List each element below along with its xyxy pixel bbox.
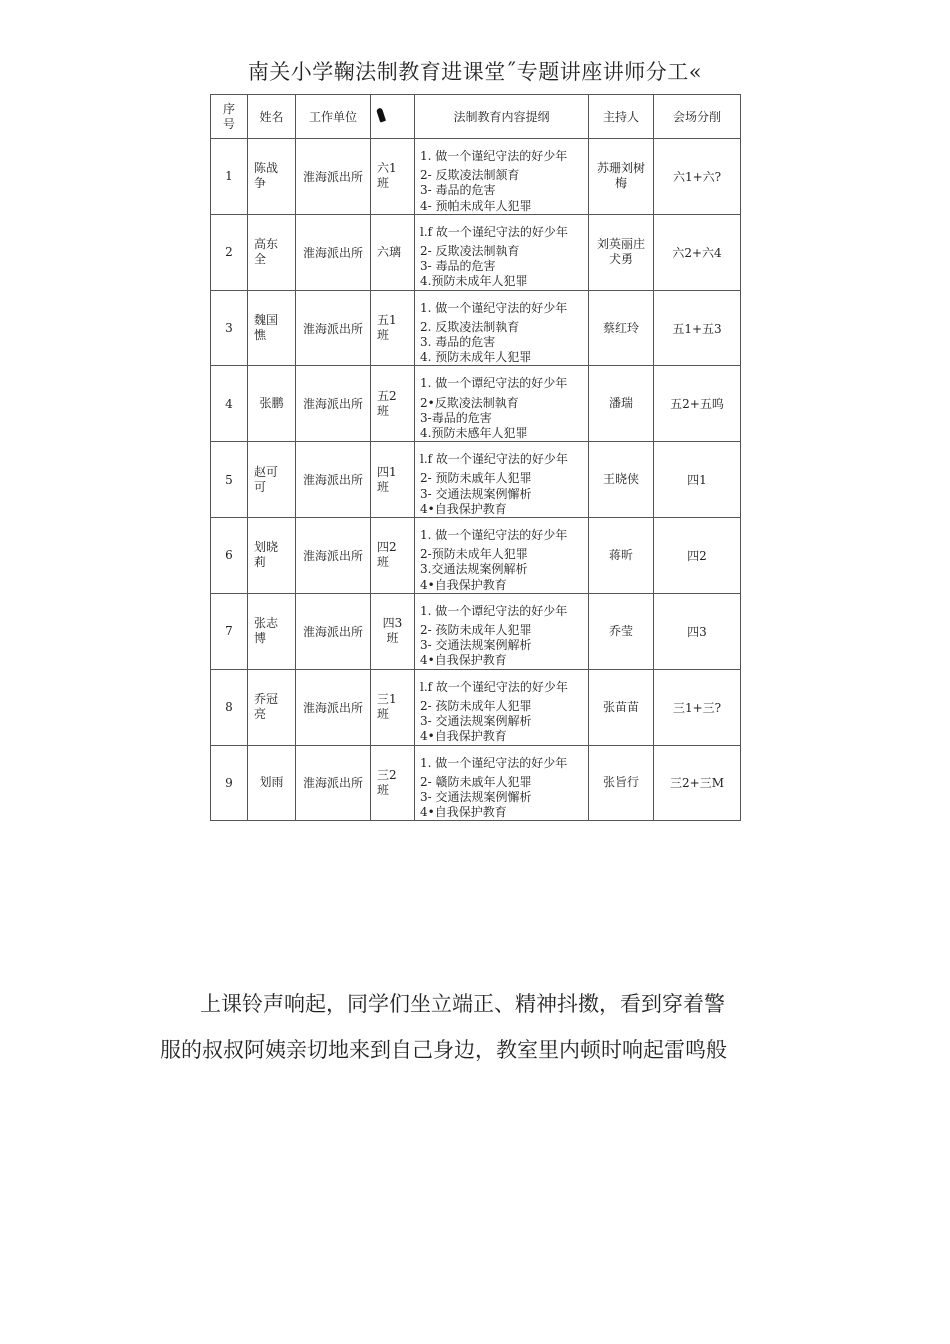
class-name: 六璃 — [371, 214, 415, 290]
row-number: 3 — [211, 290, 248, 366]
host-name: 苏珊刘树 梅 — [589, 139, 654, 215]
row-number: 6 — [211, 518, 248, 594]
content-outline — [415, 669, 589, 745]
outline-item: 3. 毒品的危害 — [420, 335, 496, 350]
lecturer-name: 赵可 可 — [248, 442, 296, 518]
paragraph-line-2: 服的叔叔阿姨亲切地来到自己身边，教室里内顿时响起雷鸣般 — [160, 1038, 727, 1062]
work-unit: 淮海派出所 — [296, 593, 371, 669]
outline-item: l.f 故一个谨纪守法的好少年 — [420, 452, 568, 467]
outline-item: l.f 故一个谨纪守法的好少年 — [420, 224, 568, 239]
class-name: 四2 班 — [371, 518, 415, 594]
class-name: 六1 班 — [371, 139, 415, 215]
class-name: 五1 班 — [371, 290, 415, 366]
venue-assignment: 四1 — [654, 442, 741, 518]
row-number: 2 — [211, 214, 248, 290]
class-name: 四3 班 — [371, 593, 415, 669]
work-unit: 淮海派出所 — [296, 442, 371, 518]
outline-item: 2- 反欺凌法制執育 — [420, 244, 520, 259]
host-name: 潘瑞 — [589, 366, 654, 442]
content-outline — [415, 442, 589, 518]
row-number: 7 — [211, 593, 248, 669]
table-row — [211, 442, 741, 518]
outline-item: l.f 故一个谨纪守法的好少年 — [420, 679, 568, 694]
content-outline — [415, 745, 589, 821]
work-unit: 淮海派出所 — [296, 518, 371, 594]
lecturer-table — [210, 94, 741, 821]
row-number: 5 — [211, 442, 248, 518]
outline-item: 1. 做一个谭纪守法的好少年 — [420, 603, 568, 618]
venue-assignment: 五2+五呜 — [654, 366, 741, 442]
class-name: 三1 班 — [371, 669, 415, 745]
outline-item: 4•自我保护教育 — [420, 653, 507, 668]
host-name: 刘英丽庄 犬勇 — [589, 214, 654, 290]
host-name: 蒋昕 — [589, 518, 654, 594]
outline-item: 4.预防未成年人犯罪 — [420, 274, 528, 289]
header-unit: 工作单位 — [296, 95, 371, 139]
outline-item: 4•自我保护教育 — [420, 729, 507, 744]
header-class — [371, 95, 415, 139]
outline-item: 4- 预帕未成年人犯罪 — [420, 198, 532, 213]
work-unit: 淮海派出所 — [296, 139, 371, 215]
outline-item: 3- 交通法规案例懈析 — [420, 486, 532, 501]
table-row — [211, 139, 741, 215]
table-row — [211, 290, 741, 366]
table-row — [211, 518, 741, 594]
table-row — [211, 366, 741, 442]
class-name: 三2 班 — [371, 745, 415, 821]
outline-item: 1. 做一个谨纪守法的好少年 — [420, 149, 568, 163]
row-number: 8 — [211, 669, 248, 745]
outline-item: 4•自我保护教育 — [420, 577, 507, 592]
outline-item: 1. 做一个谨纪守法的好少年 — [420, 755, 568, 770]
row-number: 1 — [211, 139, 248, 215]
header-no: 序号 — [211, 95, 248, 139]
content-outline — [415, 518, 589, 594]
outline-item: 2- 孩防未成年人犯罪 — [420, 698, 532, 713]
work-unit: 淮海派出所 — [296, 366, 371, 442]
header-host: 主持人 — [589, 95, 654, 139]
outline-item: 3- 交通法规案例解析 — [420, 714, 532, 729]
lecturer-name: 张志 博 — [248, 593, 296, 669]
outline-item: 3- 交通法规案例解析 — [420, 638, 532, 653]
venue-assignment: 四3 — [654, 593, 741, 669]
row-number: 4 — [211, 366, 248, 442]
content-outline — [415, 593, 589, 669]
venue-assignment: 六2+六4 — [654, 214, 741, 290]
host-name: 王晓侠 — [589, 442, 654, 518]
venue-assignment: 六1+六? — [654, 139, 741, 215]
content-outline — [415, 290, 589, 366]
outline-item: 4•自我保护教育 — [420, 501, 507, 516]
class-name: 五2 班 — [371, 366, 415, 442]
outline-item: 3- 毒品的危害 — [420, 183, 496, 198]
outline-item: 4. 预防未成年人犯罪 — [420, 350, 532, 365]
outline-item: 3-毒品的危害 — [420, 410, 492, 425]
table-header-row — [211, 95, 741, 139]
class-name: 四1 班 — [371, 442, 415, 518]
outline-item: 2- 预防未戚年人犯罪 — [420, 471, 532, 486]
host-name: 张旨行 — [589, 745, 654, 821]
table-row — [211, 593, 741, 669]
outline-item: 3- 毒品的危害 — [420, 259, 496, 274]
work-unit: 淮海派出所 — [296, 745, 371, 821]
lecturer-name: 乔冠 亮 — [248, 669, 296, 745]
host-name: 蔡红玲 — [589, 290, 654, 366]
table-row — [211, 669, 741, 745]
header-name: 姓名 — [248, 95, 296, 139]
row-number: 9 — [211, 745, 248, 821]
lecturer-name: 高东 全 — [248, 214, 296, 290]
outline-item: 1. 做一个谨纪守法的好少年 — [420, 300, 568, 315]
lecturer-name: 划晓 莉 — [248, 518, 296, 594]
lecturer-name: 魏国 憔 — [248, 290, 296, 366]
venue-assignment: 四2 — [654, 518, 741, 594]
work-unit: 淮海派出所 — [296, 290, 371, 366]
outline-item: 2- 反欺凌法制颔育 — [420, 168, 520, 183]
work-unit: 淮海派出所 — [296, 669, 371, 745]
outline-item: 2- 赣防未戚年人犯罪 — [420, 774, 532, 789]
header-venue: 会场分削 — [654, 95, 741, 139]
work-unit: 淮海派出所 — [296, 214, 371, 290]
outline-item: 2- 孩防未成年人犯罪 — [420, 623, 532, 638]
venue-assignment: 三1+三? — [654, 669, 741, 745]
content-outline — [415, 366, 589, 442]
lecturer-name: 划雨 — [248, 745, 296, 821]
host-name: 乔莹 — [589, 593, 654, 669]
venue-assignment: 五1+五3 — [654, 290, 741, 366]
lecturer-name: 张鹏 — [248, 366, 296, 442]
outline-item: 2. 反欺凌法制執育 — [420, 319, 520, 334]
content-outline — [415, 139, 589, 215]
host-name: 张苗苗 — [589, 669, 654, 745]
outline-item: 3- 交通法规案例懈析 — [420, 789, 532, 804]
venue-assignment: 三2+三M — [654, 745, 741, 821]
outline-item: 2•反欺凌法制執育 — [420, 395, 519, 410]
content-outline — [415, 214, 589, 290]
outline-item: 1. 做一个谭纪守法的好少年 — [420, 376, 568, 391]
document-title: 南关小学鞠法制教育进课堂˝专题讲座讲师分工« — [247, 60, 703, 84]
header-content: 法制教育内容提纲 — [415, 95, 589, 139]
outline-item: 4.预防未感年人犯罪 — [420, 426, 528, 441]
outline-item: 2-预防未成年人犯罪 — [420, 547, 528, 562]
outline-item: 3.交通法规案例解析 — [420, 562, 528, 577]
lecturer-name: 陈战 争 — [248, 139, 296, 215]
paragraph-line-1: 上课铃声响起，同学们坐立端正、精神抖擞，看到穿着警 — [200, 992, 725, 1016]
ink-mark-icon — [376, 107, 386, 122]
outline-item: 1. 做一个谨纪守法的好少年 — [420, 528, 568, 543]
outline-item: 4•自我保护教育 — [420, 805, 507, 820]
table-row — [211, 214, 741, 290]
table-row — [211, 745, 741, 821]
